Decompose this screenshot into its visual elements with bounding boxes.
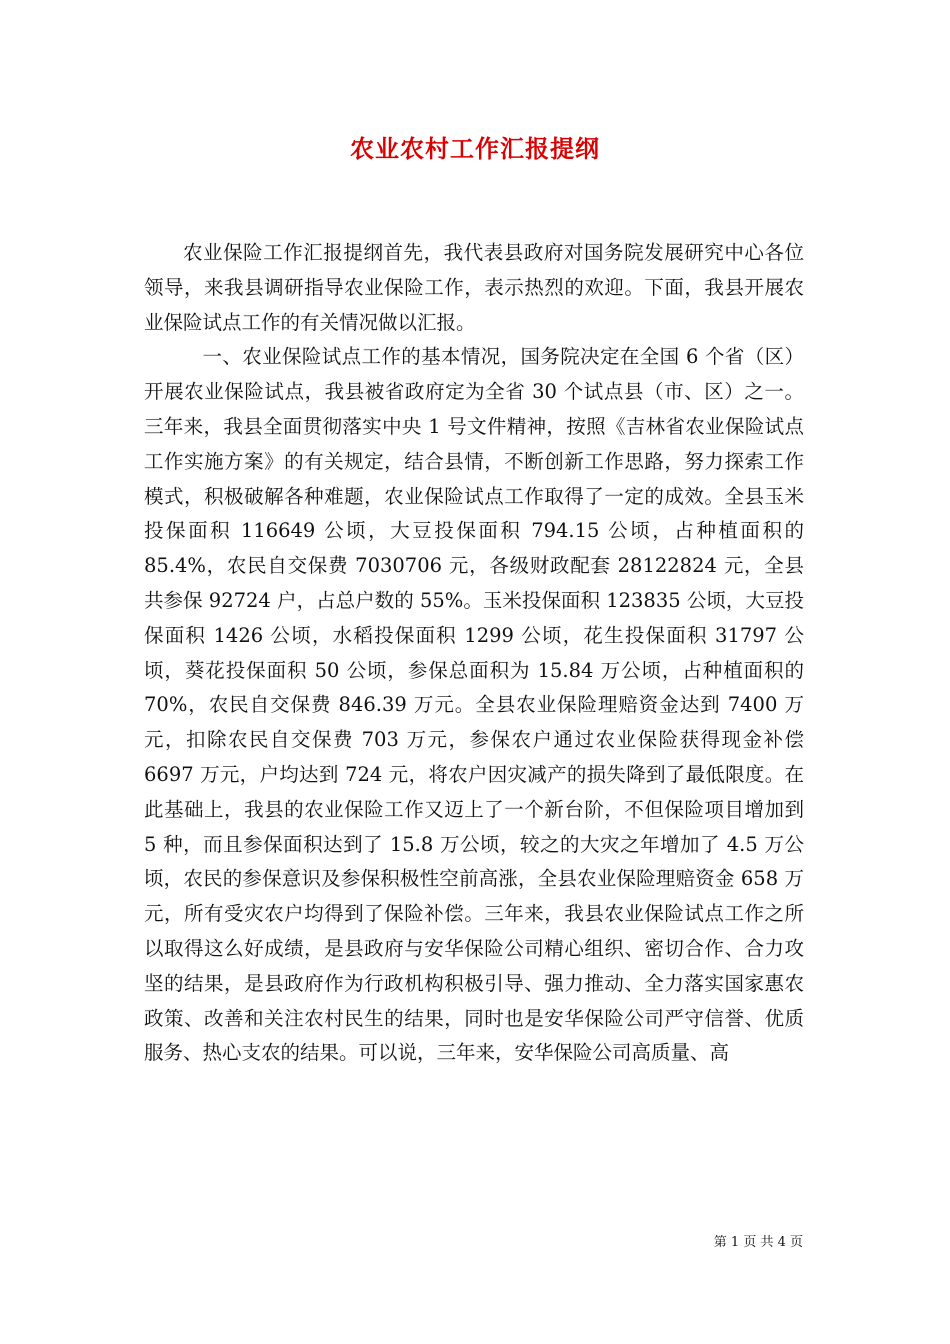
document-body (144, 236, 804, 1071)
document-title: 农业农村工作汇报提纲 (350, 134, 600, 163)
paragraph-intro: 农业保险工作汇报提纲首先，我代表县政府对国务院发展研究中心各位领导，来我县调研指导农业保险工作，表示热烈的欢迎。下面，我县开展农业保险试点工作的有关情况做以汇报。 (144, 241, 804, 334)
paragraph-section-one: 一、农业保险试点工作的基本情况，国务院决定在全国 6 个省（区）开展农业保险试点，我县被省政府定为全省 30 个试点县（市、区）之一。三年来，我县全面贯彻落实中央 1 号文件精神，按照《吉林省农业保险试点工作实施方案》的有关规定，结合县情，不断创新工作思路，努力探索工作模式，积极破解各种难题，农业保险试点工作取得了一定的成效。全县玉米投保面积 116649 公顷，大豆投保面积 794.15 公顷，占种植面积的 85.4%，农民自交保费 7030706 元，各级财政配套 28122824 元，全县共参保 92724 户，占总户数的 55%。玉米投保面积 123835 公顷，大豆投保面积 1426 公顷，水稻投保面积 1299 公顷，花生投保面积 31797 公顷，葵花投保面积 50 公顷，参保总面积为 15.84 万公顷，占种植面积的 70%，农民自交保费 846.39 万元。全县农业保险理赔资金达到 7400 万元，扣除农民自交保费 703 万元，参保农户通过农业保险获得现金补偿 6697 万元，户均达到 724 元，将农户因灾减产的损失降到了最低限度。在此基础上，我县的农业保险工作又迈上了一个新台阶，不但保险项目增加到 5 种，而且参保面积达到了 15.8 万公顷，较之的大灾之年增加了 4.5 万公顷，农民的参保意识及参保积极性空前高涨，全县农业保险理赔资金 658 万元，所有受灾农户均得到了保险补偿。三年来，我县农业保险试点工作之所以取得这么好成绩，是县政府与安华保险公司精心组织、密切合作、合力攻坚的结果，是县政府作为行政机构积极引导、强力推动、全力落实国家惠农政策、改善和关注农村民生的结果，同时也是安华保险公司严守信誉、优质服务、热心支农的结果。可以说，三年来，安华保险公司高质量、高 (144, 345, 804, 1065)
page-footer: 第 1 页 共 4 页 (713, 1235, 803, 1250)
